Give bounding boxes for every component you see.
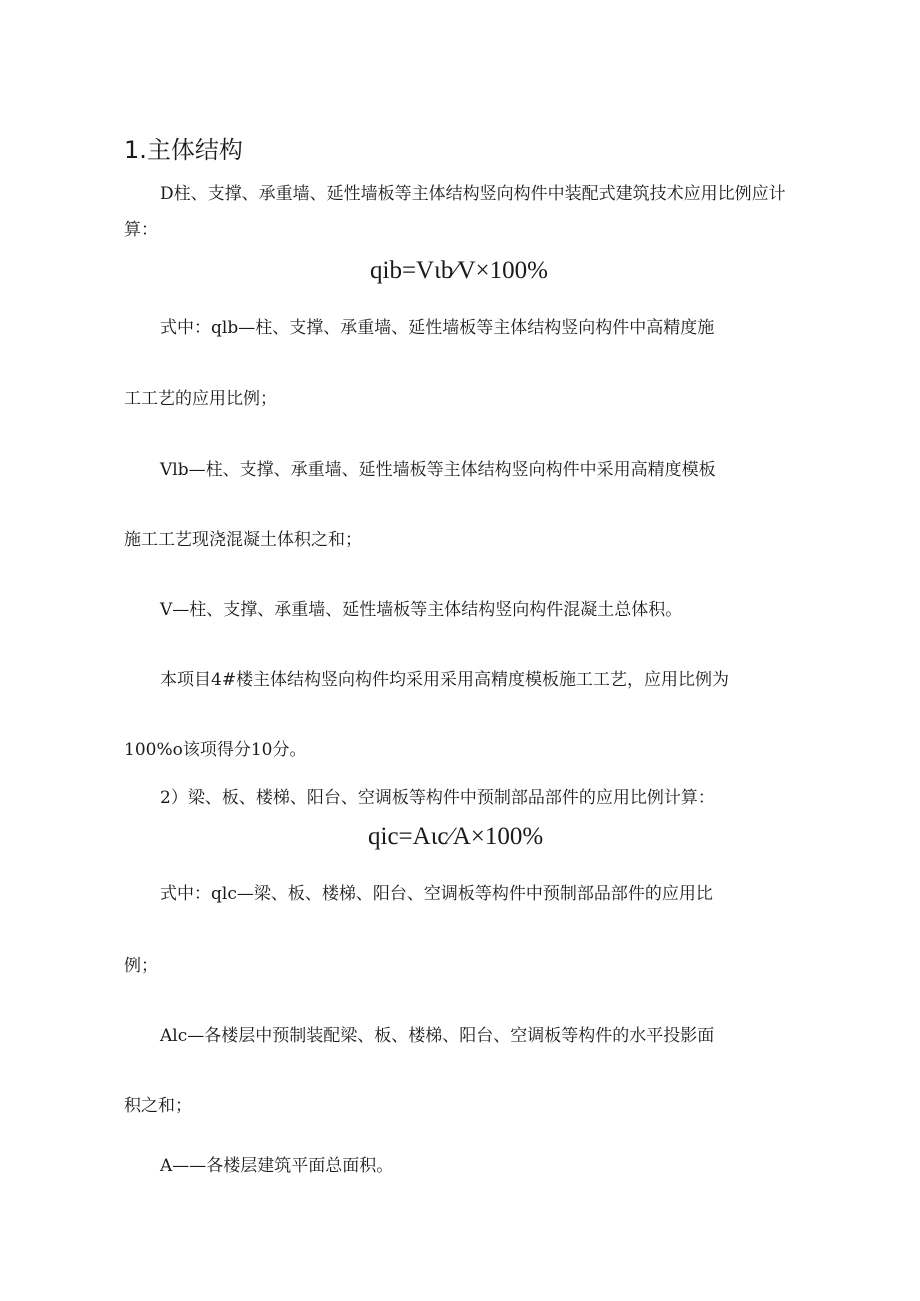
item2-definition-a: A——各楼层建筑平面总面积。 [160, 1156, 394, 1176]
item1-definition-vlb-line1: Vlb—柱、支撑、承重墙、延性墙板等主体结构竖向构件中采用高精度模板 [160, 460, 716, 480]
item1-definition-qlb-line1: 式中：qlb—柱、支撑、承重墙、延性墙板等主体结构竖向构件中高精度施 [160, 318, 715, 338]
item2-definition-alc-line2: 积之和； [124, 1096, 192, 1116]
item1-result-line2: 100%o该项得分10分。 [124, 740, 307, 760]
item2-formula: qic=Aιc∕A×100% [368, 823, 544, 850]
item1-intro-line1: D柱、支撑、承重墙、延性墙板等主体结构竖向构件中装配式建筑技术应用比例应计 [160, 184, 786, 204]
item1-definition-vlb-line2: 施工工艺现浇混凝土体积之和； [124, 530, 362, 550]
item2-intro-line1: 2）梁、板、楼梯、阳台、空调板等构件中预制部品部件的应用比例计算： [160, 788, 715, 808]
item2-definition-qlc-line1: 式中：qlc—梁、板、楼梯、阳台、空调板等构件中预制部品部件的应用比 [160, 884, 713, 904]
item1-formula: qib=Vιb∕V×100% [370, 257, 548, 284]
section-heading: 1.主体结构 [124, 136, 243, 164]
item1-definition-v: V—柱、支撑、承重墙、延性墙板等主体结构竖向构件混凝土总体积。 [160, 600, 683, 620]
item1-result-line1: 本项目4#楼主体结构竖向构件均采用采用高精度模板施工工艺，应用比例为 [160, 670, 730, 690]
item1-definition-qlb-line2: 工工艺的应用比例； [124, 389, 277, 409]
item2-definition-alc-line1: Alc—各楼层中预制装配梁、板、楼梯、阳台、空调板等构件的水平投影面 [160, 1026, 715, 1046]
item2-definition-qlc-line2: 例； [124, 956, 158, 976]
item1-intro-line2: 算： [124, 220, 158, 240]
